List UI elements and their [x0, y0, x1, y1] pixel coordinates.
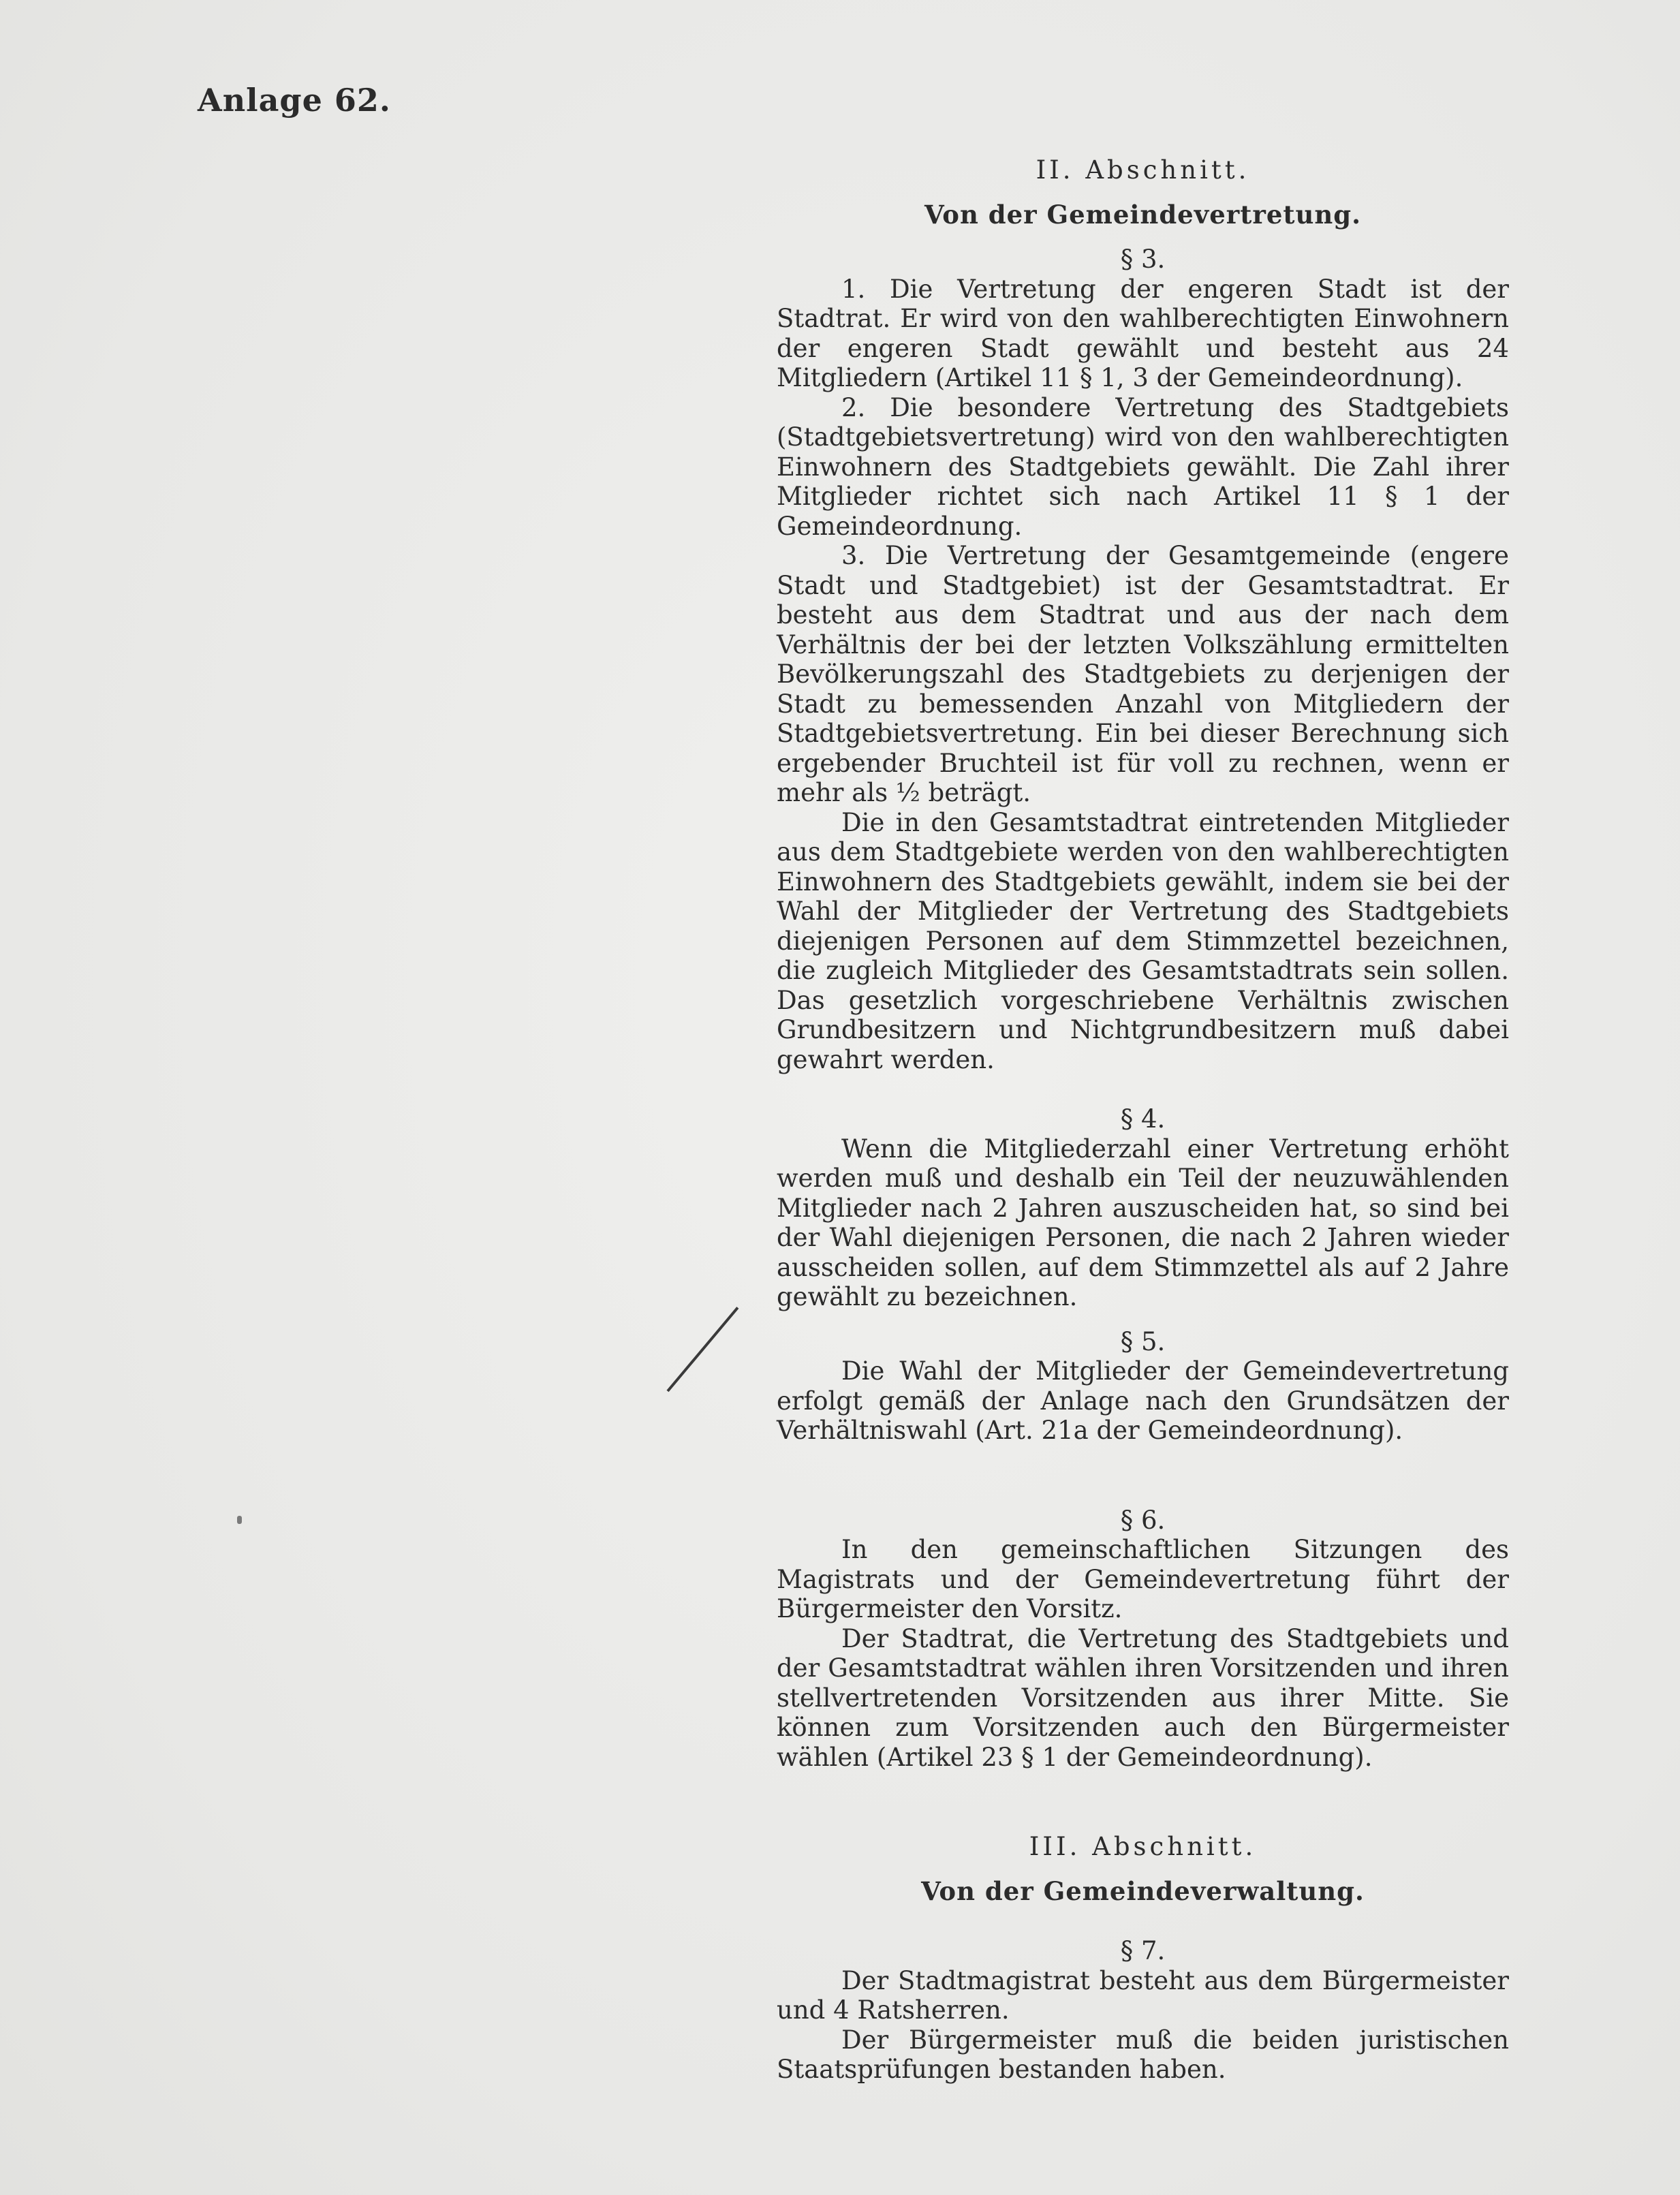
paragraph-6-text-2: Der Stadtrat, die Vertretung des Stadtgebiets und der Gesamtstadtrat wählen ihren Vorsitzenden und ihren stellvertretenden Vorsitzenden aus ihrer Mitte. Sie können zum Vorsitzenden auch den Bürgermeister wählen (Artikel 23 § 1 der Gemeindeordnung). — [777, 1623, 1509, 1772]
paragraph-4-heading: § 4. — [1120, 1104, 1166, 1134]
paragraph-3-text-1: 1. Die Vertretung der engeren Stadt ist der Stadtrat. Er wird von den wahlberechtigten Einwohnern der engeren Stadt gewählt und besteht aus 24 Mitgliedern (Artikel 11 § 1, 3 der Gemeindeordnung). — [777, 274, 1509, 392]
section-3-subtitle: Von der Gemeindeverwaltung. — [921, 1875, 1365, 1906]
paragraph-4-text-1: Wenn die Mitgliederzahl einer Vertretung erhöht werden muß und deshalb ein Teil der neuzuwählenden Mitglieder nach 2 Jahren auszuscheiden hat, so sind bei der Wahl diejenigen Personen, die nach 2 Jahren wieder ausscheiden sollen, auf dem Stimmzettel als auf 2 Jahre gewählt zu bezeichnen. — [777, 1134, 1509, 1311]
paragraph-6-heading: § 6. — [1120, 1505, 1166, 1535]
paragraph-5-heading: § 5. — [1120, 1326, 1166, 1356]
section-2-title: II. Abschnitt. — [1036, 155, 1250, 185]
paragraph-3-heading: § 3. — [1120, 245, 1166, 274]
paragraph-7-text-2: Der Bürgermeister muß die beiden juristischen Staatsprüfungen bestanden haben. — [777, 2025, 1509, 2084]
text-column — [777, 155, 1509, 2085]
paragraph-3-text-2: 2. Die besondere Vertretung des Stadtgebiets (Stadtgebietsvertretung) wird von den wahlberechtigten Einwohnern des Stadtgebiets gewählt. Die Zahl ihrer Mitglieder richtet sich nach Artikel 11 § 1 der Gemeindeordnung. — [777, 392, 1509, 541]
section-3-title: III. Abschnitt. — [1029, 1832, 1257, 1861]
paragraph-6-text-1: In den gemeinschaftlichen Sitzungen des Magistrats und der Gemeindevertretung führt der Bürgermeister den Vorsitz. — [777, 1535, 1509, 1623]
paragraph-3-text-4: Die in den Gesamtstadtrat eintretenden Mitglieder aus dem Stadtgebiete werden von den wahlberechtigten Einwohnern des Stadtgebiets gewählt, indem sie bei der Wahl der Mitglieder der Vertretung des Stadtgebiets diejenigen Personen auf dem Stimmzettel bezeichnen, die zugleich Mitglieder des Gesamtstadtrats sein sollen. Das gesetzlich vorgeschriebene Verhältnis zwischen Grundbesitzern und Nichtgrundbesitzern muß dabei gewahrt werden. — [777, 807, 1509, 1074]
paragraph-7-text-1: Der Stadtmagistrat besteht aus dem Bürgermeister und 4 Ratsherren. — [777, 1965, 1509, 2025]
paragraph-5-text-1: Die Wahl der Mitglieder der Gemeindevertretung erfolgt gemäß der Anlage nach den Grundsätzen der Verhältniswahl (Art. 21a der Gemeindeordnung). — [777, 1356, 1509, 1445]
ink-spot — [237, 1516, 242, 1524]
section-2-subtitle: Von der Gemeindevertretung. — [924, 199, 1362, 230]
annex-label: Anlage 62. — [198, 82, 391, 119]
paragraph-7-heading: § 7. — [1120, 1936, 1166, 1965]
paragraph-3-text-3: 3. Die Vertretung der Gesamtgemeinde (engere Stadt und Stadtgebiet) ist der Gesamtstadtrat. Er besteht aus dem Stadtrat und aus der nach dem Verhältnis der bei der letzten Volkszählung ermittelten Bevölkerungszahl des Stadtgebiets zu derjenigen der Stadt zu bemessenden Anzahl von Mitgliedern der Stadtgebietsvertretung. Ein bei dieser Berechnung sich ergebender Bruchteil ist für voll zu rechnen, wenn er mehr als ½ beträgt. — [777, 541, 1509, 807]
pencil-mark — [666, 1307, 738, 1392]
